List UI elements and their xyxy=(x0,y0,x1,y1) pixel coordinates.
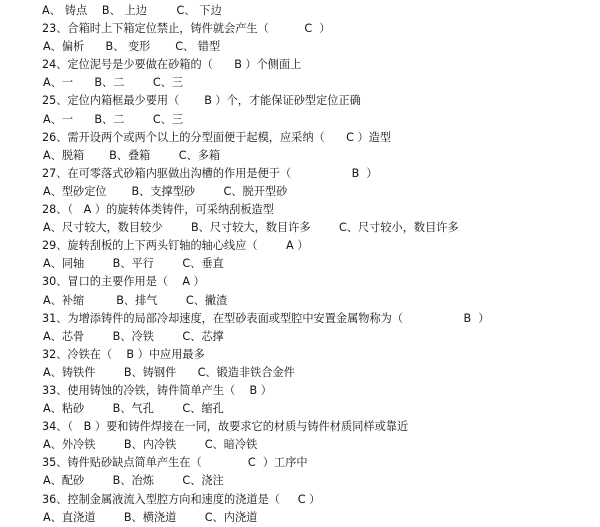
question-line: 32、冷铁在（ B ）中应用最多 xyxy=(42,347,205,361)
options-line: A、外冷铁 B、内冷铁 C、暗冷铁 xyxy=(43,438,258,452)
question-line: 23、合箱时上下箱定位禁止，铸件就会产生（ C ） xyxy=(42,22,331,36)
options-line: A、铸铁件 B、铸钢件 C、锻造非铁合金件 xyxy=(43,365,295,379)
question-line: 25、定位内箱框最少要用（ B ）个，才能保证砂型定位正确 xyxy=(42,94,361,108)
options-line: A、尺寸较大，数目较少 B、尺寸较大，数目许多 C、尺寸较小，数目许多 xyxy=(43,221,459,235)
question-line: 34、（ B ）要和铸件焊接在一同，故要求它的材质与铸件材质同样或靠近 xyxy=(42,420,409,434)
options-line: A、直浇道 B、横浇道 C、内浇道 xyxy=(43,510,258,524)
options-line: A、粘砂 B、气孔 C、缩孔 xyxy=(43,402,224,416)
options-line: A、型砂定位 B、支撑型砂 C、脱开型砂 xyxy=(43,184,288,198)
options-line: A、脱箱 B、叠箱 C、多箱 xyxy=(43,148,221,162)
options-line: A、补缩 B、排气 C、撇渣 xyxy=(43,293,228,307)
options-line: A、一 B、二 C、三 xyxy=(43,112,184,126)
question-line: 35、铸件贴砂缺点简单产生在（ C ）工序中 xyxy=(42,456,308,470)
question-line: 33、使用铸蚀的冷铁，铸件简单产生（ B ） xyxy=(42,383,272,397)
options-line: A、芯骨 B、冷铁 C、芯撑 xyxy=(43,329,224,343)
question-line: 30、冒口的主要作用是（ A ） xyxy=(42,275,205,289)
question-line: 24、定位泥号是少要做在砂箱的（ B ）个侧面上 xyxy=(42,58,302,72)
question-line: 31、为增添铸件的局部冷却速度，在型砂表面或型腔中安置金属物称为（ B ） xyxy=(42,311,490,325)
question-line: 36、控制金属液流入型腔方向和速度的浇道是（ C ） xyxy=(42,492,321,506)
text-line: A、 铸点 B、 上边 C、 下边 xyxy=(42,4,222,17)
options-line: A、配砂 B、冶炼 C、浇注 xyxy=(43,474,224,488)
question-line: 26、需开设两个或两个以上的分型面便于起模，应采纳（ C ）造型 xyxy=(42,130,392,144)
options-line: A、同轴 B、平行 C、垂直 xyxy=(43,257,224,271)
options-line: A、一 B、二 C、三 xyxy=(43,76,184,90)
question-line: 29、旋转刮板的上下两头钉轴的轴心线应（ A ） xyxy=(42,239,309,253)
question-line: 28、（ A ）的旋转体类铸件，可采纳刮板造型 xyxy=(42,203,274,217)
question-line: 27、在可零落式砂箱内驱做出沟槽的作用是便于（ B ） xyxy=(42,166,378,180)
options-line: A、偏析 B、 变形 C、 错型 xyxy=(43,40,221,54)
